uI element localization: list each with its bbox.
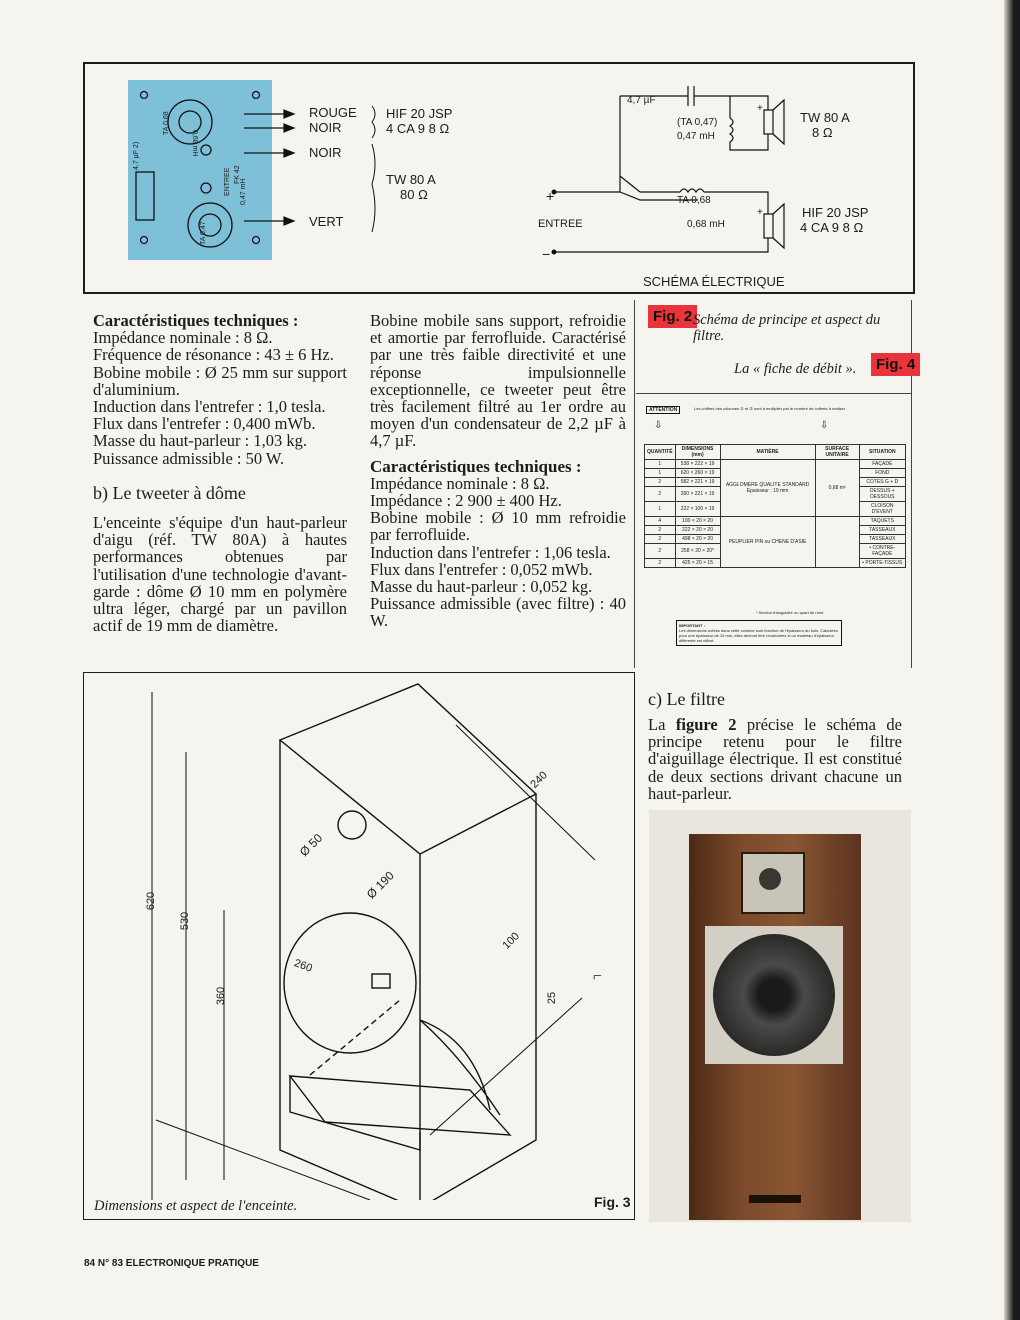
coil-bottom (188, 203, 232, 247)
dim-360: 360 (215, 986, 228, 1006)
dim-530: 530 (179, 911, 192, 931)
col2-heading: Caractéristiques techniques : (370, 456, 582, 476)
col1-line: Induction dans l'entrefer : 1,0 tesla. (93, 397, 326, 417)
board-hif-ref: 4 CA 9 8 Ω (386, 121, 450, 136)
enclosure-drawing (90, 680, 626, 1200)
fig4-caption: La « fiche de débit ». (734, 361, 857, 377)
col2-line: Flux dans l'entrefer : 0,052 mWb. (370, 559, 593, 579)
fiche-header: MATIÈRE (720, 445, 815, 460)
col1-line: Masse du haut-parleur : 1,03 kg. (93, 431, 307, 451)
capacitor (136, 172, 154, 220)
col2-line: Induction dans l'entrefer : 1,06 tesla. (370, 542, 611, 562)
fiche-arrow-1: ⇩ (654, 420, 663, 431)
schem-input-minus: − (542, 246, 551, 262)
board-coil2-value: 0,47 mH (240, 178, 247, 205)
board-cap-label: 4,7 µF 2) (133, 141, 140, 170)
fiche-header: QUANTITÉ (645, 445, 676, 460)
col2-line: Impédance nominale : 8 Ω. (370, 473, 550, 493)
fig4-tag: Fig. 4 (871, 356, 920, 374)
table-row: 2 582 × 221 × 19 COTES G + D (645, 478, 906, 487)
port-slot (749, 1195, 801, 1203)
schem-coil2-val: 0,68 mH (687, 219, 725, 230)
dim-260: 260 (292, 957, 314, 975)
schem-hif-ref: 4 CA 9 8 Ω (800, 220, 864, 235)
board-brackets (368, 104, 384, 234)
table-row: 1 620 × 260 × 19 FOND (645, 469, 906, 478)
schem-tw-name: TW 80 A (800, 110, 850, 125)
fig2-tag: Fig. 2 (648, 308, 697, 326)
fiche-arrow-2: ⇩ (820, 420, 829, 431)
schem-coil2-ta: TA 0,68 (677, 195, 711, 206)
page-edge (1004, 0, 1020, 1320)
woofer-symbol (764, 214, 773, 238)
board-tw-name: TW 80 A (386, 172, 436, 187)
loudspeaker-photo (649, 810, 911, 1222)
fiche-important: IMPORTANT : (679, 623, 705, 628)
dim-620: 620 (145, 891, 158, 911)
dim-240: 240 (528, 769, 550, 791)
board-hif-name: HIF 20 JSP (386, 106, 453, 121)
schem-plus-tw: + (757, 103, 763, 114)
col2-line: Puissance admissible (avec filtre) : 40 W. (370, 594, 626, 631)
schem-hif-name: HIF 20 JSP (802, 205, 869, 220)
table-row: 1 538 × 222 × 19 AGGLOMERE QUALITE STANDARD Epaisseur : 19 mm 0,68 m² FAÇADE (645, 460, 906, 469)
dim-25: 25 (546, 991, 559, 1005)
schem-tw-imp: 8 Ω (812, 125, 833, 140)
column-2 (370, 312, 626, 630)
table-row: 2 260 × 221 × 19 DESSUS + DESSOUS (645, 487, 906, 502)
woofer-cone (713, 934, 835, 1056)
schem-coil-ta: (TA 0,47) (677, 117, 718, 128)
table-row: 1 222 × 100 × 19 CLOISON D'EVENT (645, 502, 906, 517)
col1-line: Fréquence de résonance : 43 ± 6 Hz. (93, 345, 334, 365)
col1-line: Bobine mobile : Ø 25 mm sur support d'aluminium. (93, 362, 347, 399)
fiche-material: AGGLOMERE QUALITE STANDARD Epaisseur : 19 mm (720, 460, 815, 517)
wire-vert: VERT (309, 214, 344, 229)
board-hole (253, 92, 260, 99)
board-coil1-value: 0,68 mH (191, 130, 198, 157)
column-1 (93, 312, 347, 634)
wire-noir-1: NOIR (309, 120, 342, 135)
section-b-paragraph: L'enceinte s'équipe d'un haut-parleur d'aigu (réf. TW 80A) à hautes performances obtenues par l'utilisation d'une technologie d'avant-garde : dôme Ø 10 mm en polymère ultra léger, chargé par un pavillon actif de 19 mm de diamètre. (93, 513, 347, 636)
wire-noir-2: NOIR (309, 145, 342, 160)
fig3-caption: Dimensions et aspect de l'enceinte. (94, 1198, 298, 1214)
fig3-tag: Fig. 3 (594, 1194, 631, 1210)
fiche-attention-note: Les chiffres des colonnes ① et ② sont à multiplier par le nombre de coffrets à réaliser. (694, 406, 846, 411)
board-coil2-label: TA 0,47 (200, 221, 207, 245)
dim-100: 100 (500, 930, 522, 952)
dim-190: Ø 190 (363, 868, 397, 902)
col2-line: Masse du haut-parleur : 0,052 kg. (370, 577, 593, 597)
board-hole (141, 237, 148, 244)
board-tw-imp: 80 Ω (400, 187, 428, 202)
fiche-footnote: * Section triangulaire ou quart de rond (756, 610, 824, 615)
page-footer: 84 N° 83 ELECTRONIQUE PRATIQUE (84, 1258, 259, 1269)
col1-line: Puissance admissible : 50 W. (93, 448, 285, 468)
col2-paragraph: Bobine mobile sans support, refroidie et amortie par ferrofluide. Caractérisé par une très faible directivité et une réponse impulsionnelle exceptionnelle, ce tweeter peut être très facilement filtré au 1er ordre au moyen d'un condensateur de 2,2 µF à 4,7 µF. (370, 311, 626, 451)
schem-cap: 4,7 µF (627, 95, 656, 106)
table-row: 2 498 × 20 × 20 TASSEAUX (645, 535, 906, 544)
fiche-material: PEUPLIER PIN ou CHENE D'ASIE (720, 517, 815, 568)
board-input-ref: FK 42 (234, 165, 241, 184)
section-b-title: b) Le tweeter à dôme (93, 482, 246, 503)
fiche-important-note: Les dimensions notées dans cette colonne sont fonction de l'épaisseur du bois. Calculées pour une épaisseur de 19 mm, elles devront être recalculées si un matériau d'épaisseur différente est utilisé. (679, 628, 838, 643)
schem-input-plus: + (546, 188, 555, 204)
corner-mark: ⌐ (593, 968, 603, 985)
fig2-caption: Schéma de principe et aspect du filtre. (693, 312, 881, 344)
coil-top (168, 100, 212, 144)
section-c-paragraph: La figure 2 précise le schéma de principe retenu pour le filtre d'aiguillage électrique. Il est constitué de deux sections drivant chacune un haut-parleur. (648, 715, 902, 803)
col2-line: Impédance : 2 900 ± 400 Hz. (370, 491, 562, 511)
col1-line: Flux dans l'entrefer : 0,400 mWb. (93, 414, 316, 434)
section-c-title: c) Le filtre (648, 689, 725, 709)
dim-50: Ø 50 (296, 830, 326, 860)
fiche-header: SITUATION (859, 445, 905, 460)
col2-line: Bobine mobile : Ø 10 mm refroidie par ferrofluide. (370, 508, 626, 545)
board-hole (253, 237, 260, 244)
fiche-table (644, 444, 906, 568)
wire-rouge: ROUGE (309, 105, 357, 120)
fiche-surface: 0,68 m² (815, 460, 859, 517)
board-input-label: ENTREE (224, 167, 231, 196)
fiche-attention: ATTENTION (646, 406, 680, 414)
tweeter-dome (759, 868, 781, 890)
schem-plus-hif: + (757, 207, 763, 218)
fiche-de-debit (636, 393, 912, 662)
board-hole (141, 92, 148, 99)
schem-coil-val: 0,47 mH (677, 131, 715, 142)
schem-input: ENTREE (538, 218, 583, 230)
col1-line: Impédance nominale : 8 Ω. (93, 328, 273, 348)
fiche-header: DIMENSIONS (mm) (675, 445, 720, 460)
column-rule (634, 300, 635, 668)
tweeter-symbol (764, 110, 773, 134)
fiche-header: SURFACE UNITAIRE (815, 445, 859, 460)
input-terminal (201, 145, 211, 155)
table-row: 2 425 × 20 × 15 • PORTE-TISSUS (645, 559, 906, 568)
schematic-title: SCHÉMA ÉLECTRIQUE (643, 274, 785, 289)
col1-heading: Caractéristiques techniques : (93, 311, 299, 330)
board-wires (240, 100, 300, 230)
table-row: 2 222 × 20 × 20 TASSEAUX (645, 526, 906, 535)
table-row: 4 100 × 20 × 20 PEUPLIER PIN ou CHENE D'ASIE TAQUETS (645, 517, 906, 526)
table-row: 2 258 × 20 × 20* • CONTRE-FAÇADE (645, 544, 906, 559)
fiche-important-box (676, 620, 842, 646)
board-coil1-label: TA 0,68 (163, 111, 170, 135)
